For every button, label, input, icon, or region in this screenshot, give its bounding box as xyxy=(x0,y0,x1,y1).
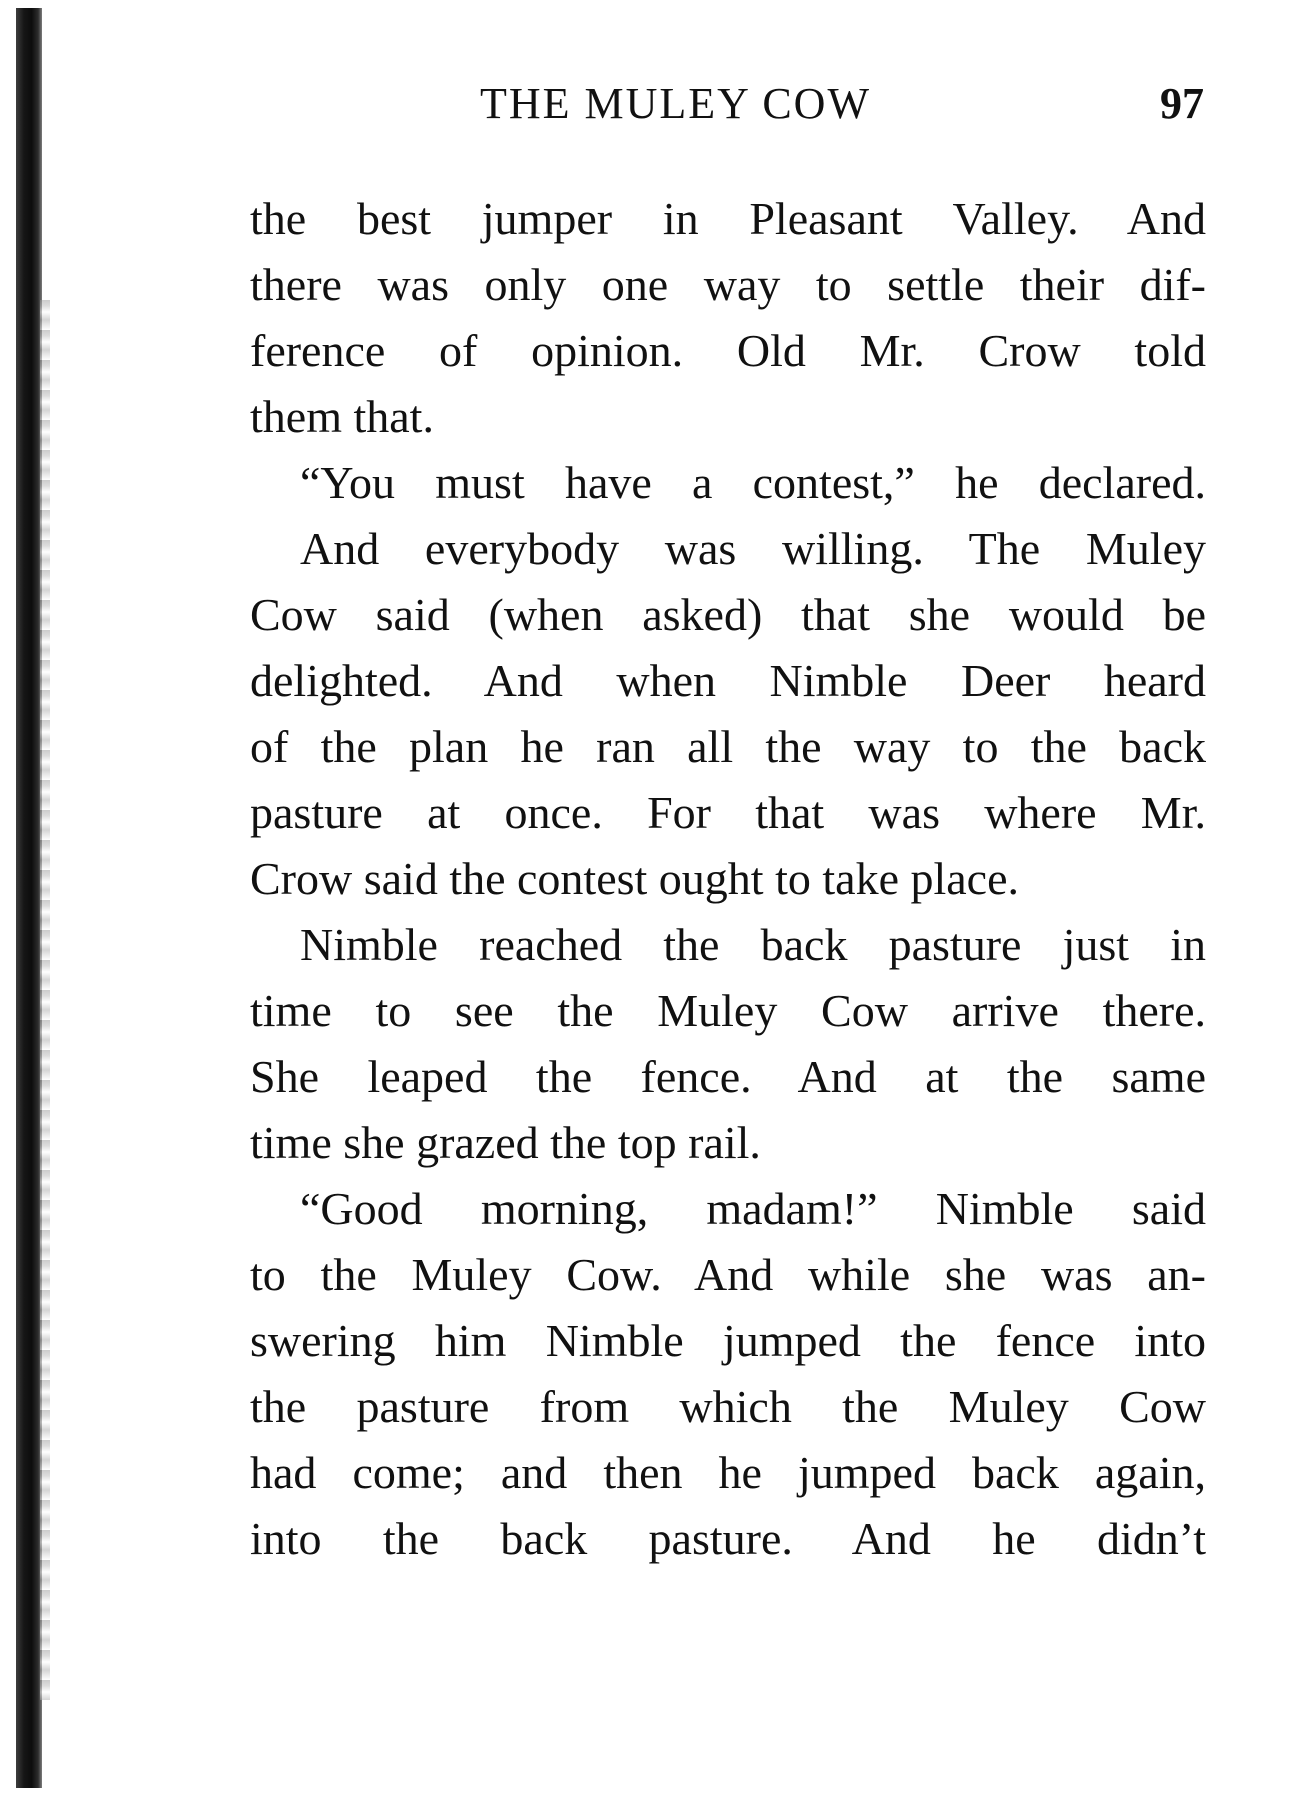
text-line: Cow said (when asked) that she would be xyxy=(250,589,1206,640)
text-line: Nimble reached the back pasture just in xyxy=(300,919,1206,970)
text-line: “Good morning, madam!” Nimble said xyxy=(300,1183,1206,1234)
page-number: 97 xyxy=(1160,79,1204,128)
text-line: the best jumper in Pleasant Valley. And xyxy=(250,193,1206,244)
text-line: them that. xyxy=(250,391,434,442)
running-head xyxy=(480,78,1204,134)
text-line: pasture at once. For that was where Mr. xyxy=(250,787,1206,838)
text-line: ference of opinion. Old Mr. Crow told xyxy=(250,325,1206,376)
text-line: the pasture from which the Muley Cow xyxy=(250,1381,1206,1432)
text-line: of the plan he ran all the way to the back xyxy=(250,721,1206,772)
text-line: “You must have a contest,” he declared. xyxy=(300,457,1206,508)
book-spine-shadow xyxy=(16,8,42,1788)
running-title: THE MULEY COW xyxy=(480,79,871,128)
text-line: time she grazed the top rail. xyxy=(250,1117,761,1168)
text-line: She leaped the fence. And at the same xyxy=(250,1051,1206,1102)
body-text xyxy=(250,186,1206,1572)
text-line: And everybody was willing. The Muley xyxy=(300,523,1206,574)
text-line: Crow said the contest ought to take place. xyxy=(250,853,1020,904)
text-line: into the back pasture. And he didn’t xyxy=(250,1513,1206,1564)
text-line: had come; and then he jumped back again, xyxy=(250,1447,1206,1498)
text-line: delighted. And when Nimble Deer heard xyxy=(250,655,1206,706)
text-line: to the Muley Cow. And while she was an- xyxy=(250,1249,1206,1300)
spine-edge xyxy=(40,300,50,1700)
text-line: time to see the Muley Cow arrive there. xyxy=(250,985,1206,1036)
text-line: swering him Nimble jumped the fence into xyxy=(250,1315,1206,1366)
text-line: there was only one way to settle their dif- xyxy=(250,259,1206,310)
